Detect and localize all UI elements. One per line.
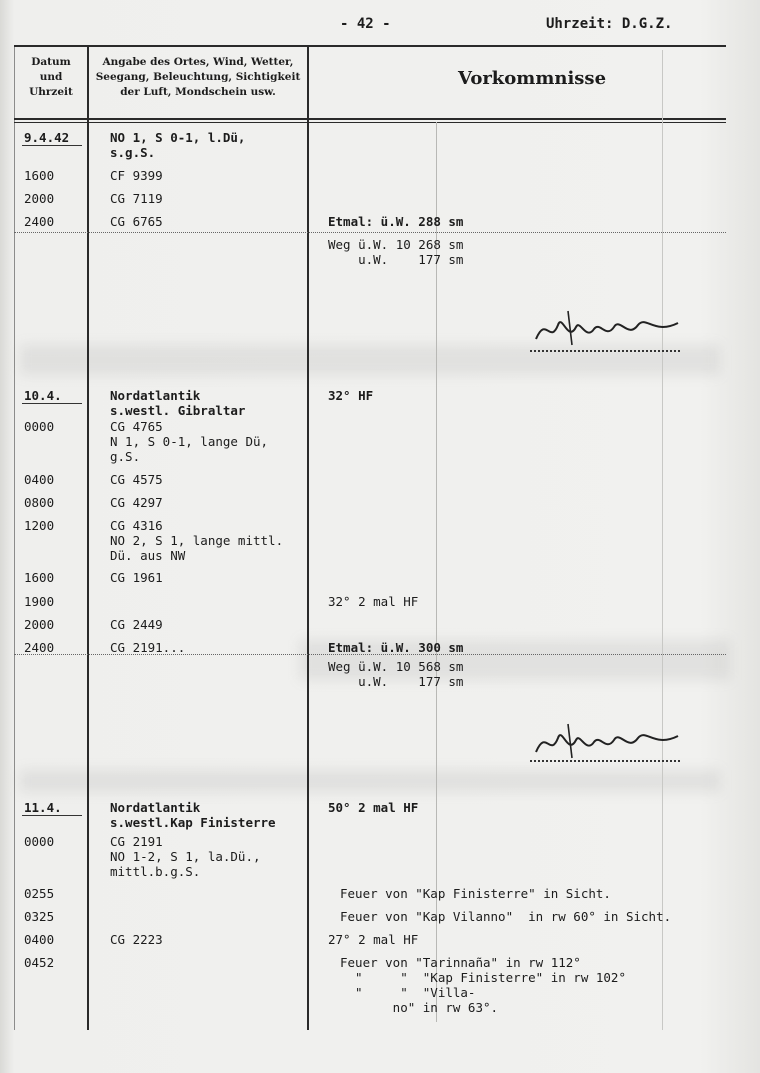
entry-time: 0400 [24, 932, 55, 947]
entry-place: CG 4297 [110, 495, 163, 510]
col-head-place: Angabe des Ortes, Wind, Wetter, Seegang, Beleuchtung, Sichtigkeit der Luft, Mondschein usw. [95, 56, 301, 98]
entry-date: 11.4. [24, 800, 62, 815]
entry-time: 2000 [24, 617, 55, 632]
entry-time: 0400 [24, 472, 55, 487]
day-separator [14, 232, 726, 233]
ghost-divider [662, 50, 663, 1030]
entry-place: CG 2223 [110, 932, 163, 947]
header-rule-2 [14, 122, 726, 123]
time-label: Uhrzeit: D.G.Z. [546, 16, 673, 32]
entry-time: 0255 [24, 886, 55, 901]
col-head-date: Datum und Uhrzeit [29, 56, 73, 98]
date-underline [22, 815, 82, 816]
entry-place: CG 7119 [110, 191, 163, 206]
entry-time: 0800 [24, 495, 55, 510]
entry-event: Feuer von "Kap Finisterre" in Sicht. [340, 886, 611, 901]
entry-date: 9.4.42 [24, 130, 70, 145]
entry-time: 2000 [24, 191, 55, 206]
entry-date: 10.4. [24, 388, 62, 403]
entry-event: 27° 2 mal HF [328, 932, 419, 947]
entry-time: 1600 [24, 168, 55, 183]
entry-place: CG 4765 N 1, S 0-1, lange Dü, g.S. [110, 419, 269, 464]
entry-event: 32° HF [328, 388, 374, 403]
entry-time: 0000 [24, 834, 55, 849]
entry-event: 32° 2 mal HF [328, 594, 419, 609]
entry-time: 2400 [24, 214, 55, 229]
col-head-events: Vorkommnisse [458, 68, 607, 89]
entry-place: CG 2449 [110, 617, 163, 632]
date-underline [22, 403, 82, 404]
col-divider-1 [87, 45, 89, 1030]
smudge [20, 770, 720, 792]
entry-time: 1200 [24, 518, 55, 533]
entry-place: CG 4316 NO 2, S 1, lange mittl. Dü. aus NW [110, 518, 284, 563]
entry-place: CG 2191 NO 1-2, S 1, la.Dü., mittl.b.g.S. [110, 834, 261, 879]
entry-event: Etmal: ü.W. 300 sm [328, 640, 464, 655]
entry-place: Nordatlantik s.westl. Gibraltar [110, 388, 246, 418]
col-divider-2 [307, 45, 309, 1030]
header-rule [14, 118, 726, 120]
left-edge [14, 45, 15, 1030]
entry-event: 50° 2 mal HF [328, 800, 419, 815]
entry-event: Etmal: ü.W. 288 sm [328, 214, 464, 229]
entry-time: 1600 [24, 570, 55, 585]
top-rule [14, 45, 726, 47]
entry-time: 0452 [24, 955, 55, 970]
entry-place: Nordatlantik s.westl.Kap Finisterre [110, 800, 276, 830]
signature-icon [528, 305, 688, 353]
entry-place: CG 4575 [110, 472, 163, 487]
entry-place: CG 1961 [110, 570, 163, 585]
page-number: - 42 - [340, 16, 391, 32]
entry-event: Weg ü.W. 10 268 sm u.W. 177 sm [328, 237, 464, 267]
entry-place: CF 9399 [110, 168, 163, 183]
entry-time: 0325 [24, 909, 55, 924]
date-underline [22, 145, 82, 146]
entry-event: Feuer von "Tarinnaña" in rw 112° " " "Kap Finisterre" in rw 102° " " "Villa- no" in rw 63°. [340, 955, 626, 1015]
signature-icon [528, 718, 688, 766]
entry-event: Weg ü.W. 10 568 sm u.W. 177 sm [328, 659, 464, 689]
entry-time: 1900 [24, 594, 55, 609]
entry-place: CG 2191... [110, 640, 186, 655]
entry-event: Feuer von "Kap Vilanno" in rw 60° in Sicht. [340, 909, 672, 924]
entry-place: CG 6765 [110, 214, 163, 229]
entry-time: 2400 [24, 640, 55, 655]
entry-time: 0000 [24, 419, 55, 434]
entry-place: NO 1, S 0-1, l.Dü, s.g.S. [110, 130, 246, 160]
